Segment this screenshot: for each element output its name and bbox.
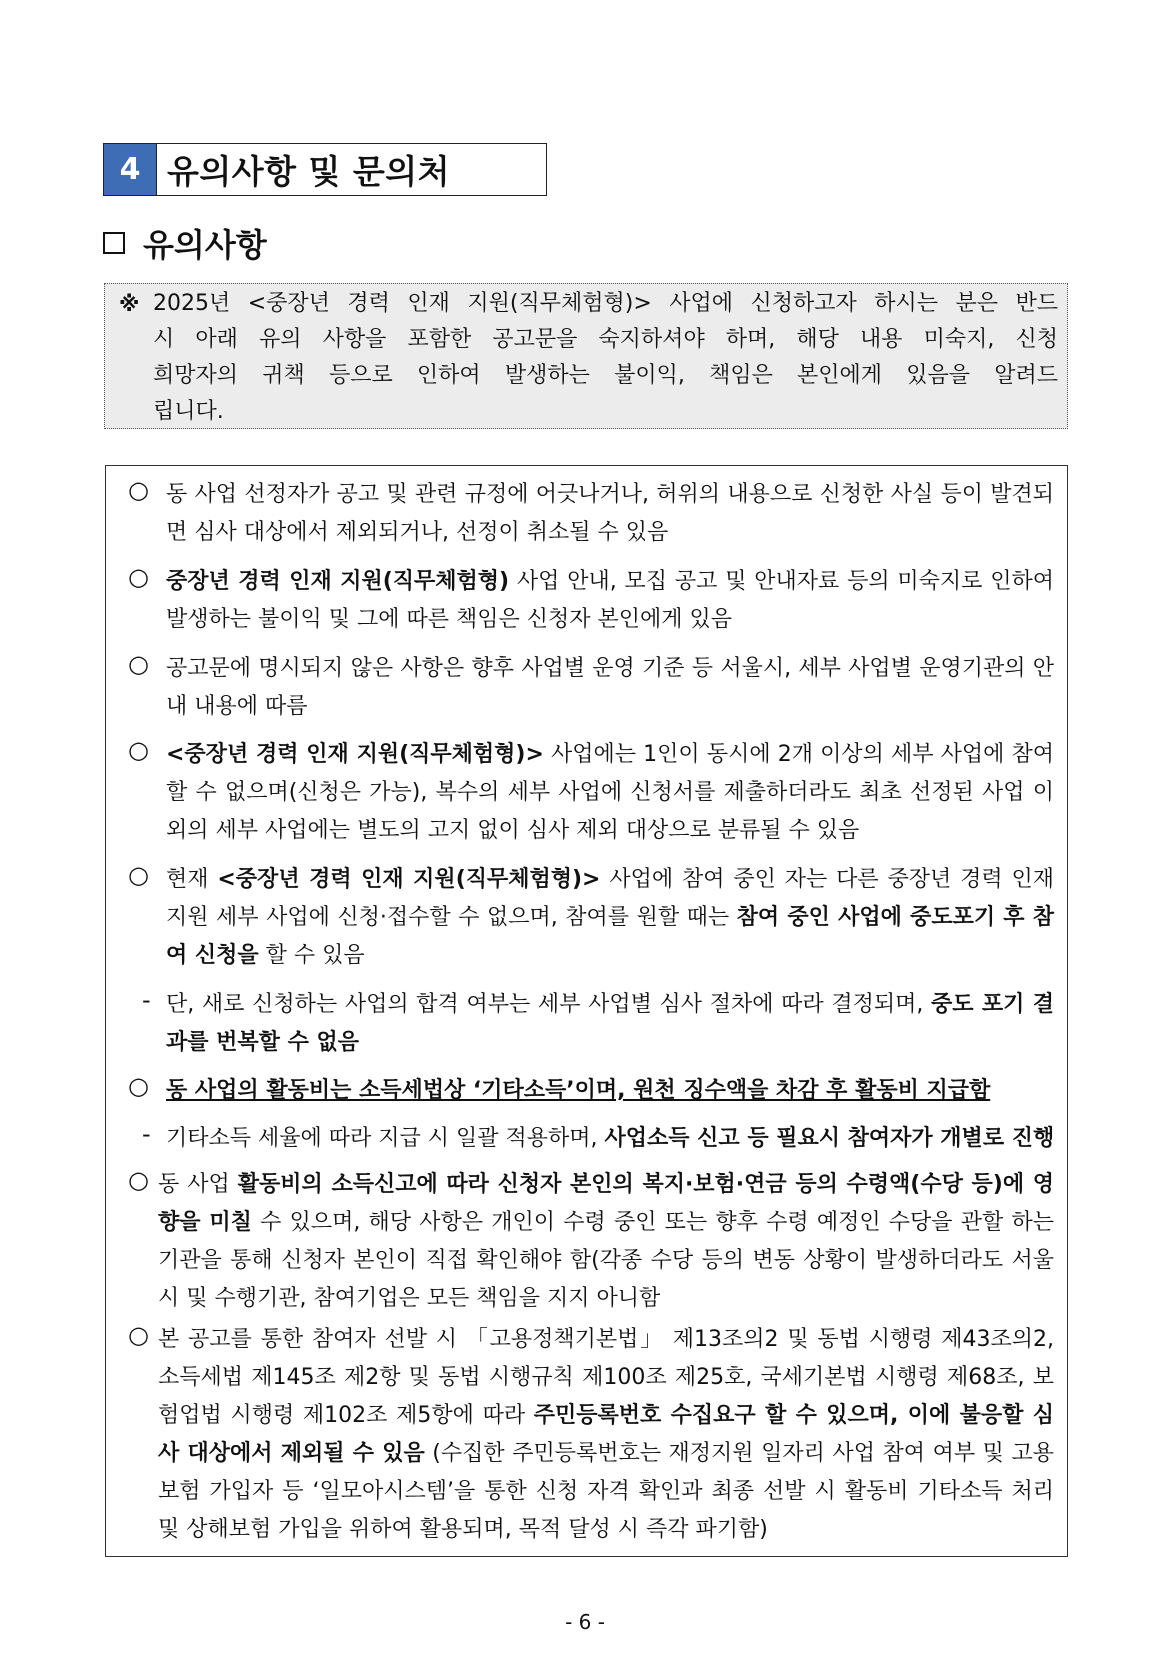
circle-bullet-icon: ○ (128, 476, 149, 504)
item-segment: 현재 (166, 867, 218, 892)
item-text (166, 476, 1054, 552)
item-segment: 동 사업 (158, 1172, 238, 1197)
item-text (166, 563, 1054, 639)
item-segment-bold: 중장년 경력 인재 지원(직무체험형) (166, 569, 510, 594)
item-text (166, 1072, 1054, 1110)
item-segment: 단, 새로 신청하는 사업의 합격 여부는 세부 사업별 심사 절차에 따라 결정되며, (166, 992, 932, 1017)
item-segment: 할 수 있음 (258, 943, 365, 968)
subsection-title: 유의사항 (143, 226, 267, 264)
circle-bullet-icon: ○ (128, 563, 149, 591)
item-text (158, 1166, 1054, 1318)
item-segment: 동 사업 선정자가 공고 및 관련 규정에 어긋나거나, 허위의 내용으로 신청한 사실 등이 발견되면 심사 대상에서 제외되거나, 선정이 취소될 수 있음 (166, 482, 1054, 545)
precautions-box (105, 465, 1068, 1557)
subsection-header (103, 220, 267, 266)
circle-bullet-icon: ○ (128, 1072, 149, 1100)
item-segment-bold: 중도 포기 결과를 번복할 수 없음 (166, 992, 1054, 1055)
item-text (158, 1321, 1054, 1549)
notice-line: 희망자의 귀책 등으로 인하여 발생하는 불이익, 책임은 본인에게 있음을 알려드 (153, 363, 1058, 388)
item-text (166, 861, 1054, 975)
item-text (166, 650, 1054, 726)
section-title: 유의사항 및 문의처 (167, 152, 451, 191)
item-segment-bold: 사업소득 신고 등 필요시 참여자가 개별로 진행 (604, 1126, 1055, 1151)
item-segment-bold: <중장년 경력 인재 지원(직무체험형)> (217, 867, 601, 892)
notice-line: 2025년 <중장년 경력 인재 지원(직무체험형)> 사업에 신청하고자 하시는 분은 반드 (153, 291, 1058, 316)
item-text (166, 1120, 1054, 1158)
item-segment: 사업에는 1인이 동시에 2개 이상의 세부 사업에 참여할 수 없으며(신청은 가능), 복수의 세부 사업에 신청서를 제출하더라도 최초 선정된 사업 이외의 세부 사업에는 별도의 고지 없이 심사 제외 대상으로 분류될 수 있음 (166, 742, 1055, 843)
item-segment: 본 공고를 통한 참여자 선발 시 「고용정책기본법」 제13조의2 및 동법 시행령 제43조의2, 소득세법 제145조 제2항 및 동법 시행규칙 제100조 제25호, 국세기본법 시행령 제68조, 보험업법 시행령 제102조 제5항에 따라 (158, 1327, 1054, 1428)
notice-line: 립니다. (153, 399, 224, 424)
dash-bullet-icon: - (142, 1120, 151, 1148)
item-segment: 기타소득 세율에 따라 지급 시 일괄 적용하며, (166, 1126, 605, 1151)
item-segment-bold-underline: 동 사업의 활동비는 소득세법상 ‘기타소득’이며, 원천 징수액을 차감 후 활동비 지급함 (166, 1078, 991, 1103)
item-segment: 사업에 참여 중인 자는 다른 중장년 경력 인재 지원 세부 사업에 신청·접수할 수 없으며, 참여를 원할 때는 (166, 867, 1055, 930)
item-text (166, 736, 1054, 850)
dash-bullet-icon: - (142, 986, 151, 1014)
circle-bullet-icon: ○ (128, 1166, 149, 1194)
circle-bullet-icon: ○ (128, 1321, 149, 1349)
circle-bullet-icon: ○ (128, 861, 149, 889)
page-number: - 6 - (565, 1610, 605, 1634)
item-segment: 수 있으며, 해당 사항은 개인이 수령 중인 또는 향후 수령 예정인 수당을 관할 하는 기관을 통해 신청자 본인이 직접 확인해야 함(각종 수당 등의 변동 상황이 발생하더라도 서울시 및 수행기관, 참여기업은 모든 책임을 지지 아니함 (158, 1210, 1055, 1311)
item-segment-bold: <중장년 경력 인재 지원(직무체험형)> (166, 742, 544, 767)
circle-bullet-icon: ○ (128, 650, 149, 678)
reference-mark-icon: ※ (119, 292, 140, 316)
notice-box (104, 283, 1068, 429)
item-segment: 사업 안내, 모집 공고 및 안내자료 등의 미숙지로 인하여 발생하는 불이익 및 그에 따른 책임은 신청자 본인에게 있음 (166, 569, 1054, 632)
item-segment-bold: 참여 중인 사업에 중도포기 후 참여 신청을 (166, 905, 1054, 968)
item-segment-bold: 주민등록번호 수집요구 할 수 있으며, 이에 불응할 심사 대상에서 제외될 수 있음 (158, 1403, 1055, 1466)
section-header (103, 143, 547, 196)
item-segment: (수집한 주민등록번호는 재정지원 일자리 사업 참여 여부 및 고용보험 가입자 등 ‘일모아시스템’을 통한 신청 자격 확인과 최종 선발 시 활동비 기타소득 처리 및 상해보험 가입을 위하여 활용되며, 목적 달성 시 즉각 파기함) (158, 1441, 1054, 1542)
item-text (166, 986, 1054, 1062)
checkbox-icon (103, 232, 125, 254)
notice-line: 시 아래 유의 사항을 포함한 공고문을 숙지하셔야 하며, 해당 내용 미숙지, 신청 (153, 327, 1058, 352)
item-segment-bold: 활동비의 소득신고에 따라 신청자 본인의 복지·보험·연금 등의 수령액(수당 등)에 영향을 미칠 (158, 1172, 1054, 1235)
circle-bullet-icon: ○ (128, 736, 149, 764)
section-number: 4 (104, 144, 157, 195)
item-segment: 공고문에 명시되지 않은 사항은 향후 사업별 운영 기준 등 서울시, 세부 사업별 운영기관의 안내 내용에 따름 (166, 656, 1054, 719)
